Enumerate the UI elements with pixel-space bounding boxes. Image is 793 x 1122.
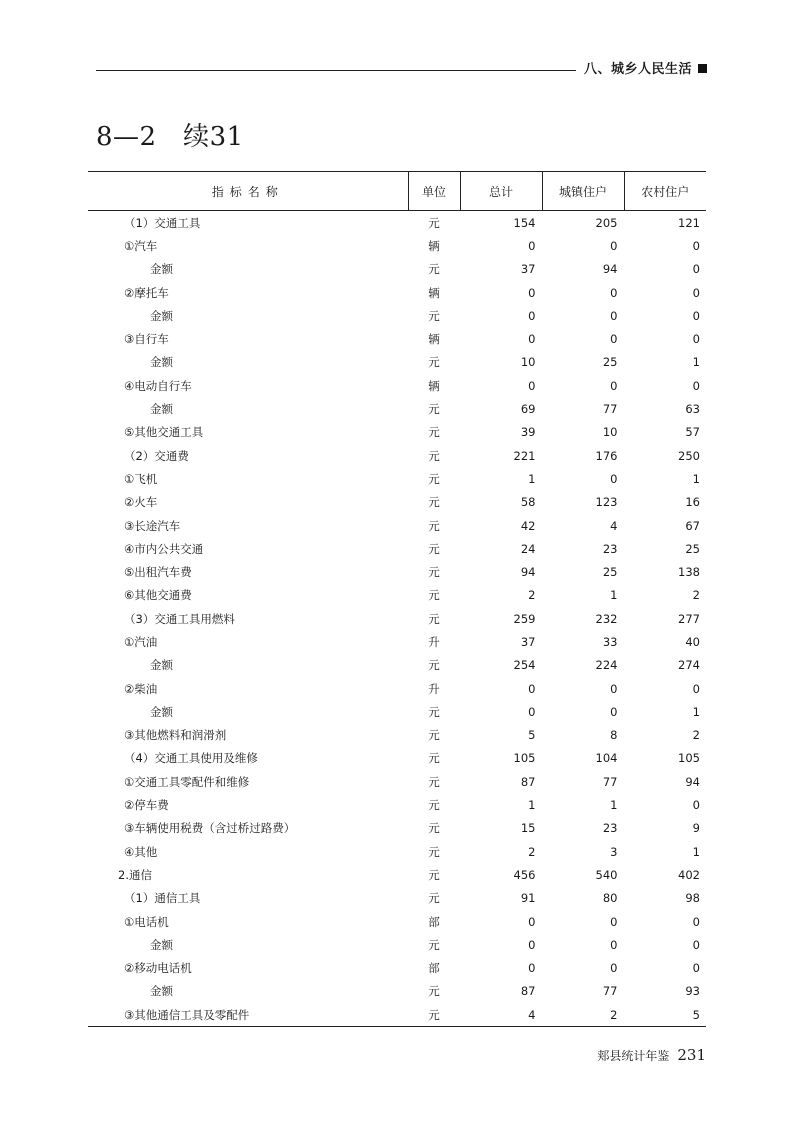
column-header-unit: 单位 (408, 172, 460, 211)
row-total: 0 (528, 681, 536, 696)
row-unit: 元 (428, 588, 440, 603)
row-urban: 8 (610, 728, 618, 743)
row-rural: 98 (685, 891, 700, 906)
row-urban: 77 (602, 774, 618, 789)
table-row (88, 258, 706, 281)
row-urban: 176 (595, 448, 618, 463)
row-rural: 0 (692, 798, 700, 813)
row-indicator-name (88, 374, 408, 397)
page-footer (597, 1046, 706, 1064)
row-total: 87 (520, 984, 536, 999)
row-rural: 16 (685, 495, 700, 510)
row-unit: 部 (428, 961, 440, 976)
table-row (88, 397, 706, 420)
square-marker-icon (698, 64, 707, 73)
row-total: 0 (528, 704, 536, 719)
table-row (88, 887, 706, 910)
row-urban: 80 (602, 891, 618, 906)
row-urban: 23 (602, 541, 618, 556)
row-indicator-name (88, 607, 408, 630)
row-unit: 元 (428, 308, 440, 323)
row-rural: 0 (692, 332, 700, 347)
row-indicator-label: ①汽油 (124, 634, 158, 649)
row-indicator-label: （1）通信工具 (124, 891, 201, 906)
row-total: 37 (520, 634, 536, 649)
table-row (88, 1003, 706, 1027)
row-indicator-name (88, 258, 408, 281)
column-header-total: 总计 (460, 172, 542, 211)
row-rural: 2 (692, 728, 700, 743)
table-row (88, 421, 706, 444)
row-indicator-name (88, 724, 408, 747)
row-indicator-label: ①电话机 (124, 914, 169, 929)
row-indicator-name (88, 700, 408, 723)
row-unit: 元 (428, 658, 440, 673)
row-total: 0 (528, 332, 536, 347)
row-urban: 0 (610, 238, 618, 253)
row-indicator-name (88, 840, 408, 863)
column-header-urban: 城镇住户 (542, 172, 624, 211)
row-indicator-label: ③自行车 (124, 332, 169, 347)
row-total: 105 (513, 751, 536, 766)
row-indicator-name (88, 817, 408, 840)
row-urban: 25 (602, 565, 618, 580)
row-indicator-name (88, 211, 408, 235)
row-indicator-label: 金额 (150, 984, 173, 999)
row-indicator-name (88, 491, 408, 514)
row-total: 254 (513, 658, 536, 673)
row-unit: 元 (428, 821, 440, 836)
row-unit: 部 (428, 914, 440, 929)
row-total: 0 (528, 378, 536, 393)
row-indicator-name (88, 327, 408, 350)
row-indicator-label: （4）交通工具使用及维修 (124, 751, 258, 766)
row-indicator-label: ②柴油 (124, 681, 158, 696)
row-rural: 1 (692, 704, 700, 719)
row-total: 0 (528, 937, 536, 952)
row-urban: 23 (602, 821, 618, 836)
table-row (88, 630, 706, 653)
row-urban: 0 (610, 378, 618, 393)
row-urban: 0 (610, 308, 618, 323)
row-indicator-name (88, 467, 408, 490)
row-indicator-name (88, 793, 408, 816)
row-rural: 67 (685, 518, 700, 533)
row-unit: 元 (428, 891, 440, 906)
row-total: 0 (528, 961, 536, 976)
row-rural: 402 (678, 867, 700, 882)
row-rural: 0 (692, 378, 700, 393)
row-urban: 25 (602, 355, 618, 370)
row-rural: 1 (692, 471, 700, 486)
header-rule (96, 70, 576, 71)
table-row (88, 957, 706, 980)
row-urban: 0 (610, 937, 618, 952)
row-unit: 元 (428, 728, 440, 743)
row-total: 259 (513, 611, 536, 626)
row-indicator-label: 金额 (150, 402, 173, 417)
table-row (88, 374, 706, 397)
row-unit: 元 (428, 355, 440, 370)
row-indicator-name (88, 560, 408, 583)
row-unit: 元 (428, 774, 440, 789)
section-header (584, 58, 707, 77)
table-row (88, 211, 706, 235)
table-row (88, 491, 706, 514)
table-row (88, 980, 706, 1003)
row-indicator-label: ①飞机 (124, 471, 158, 486)
row-total: 58 (520, 495, 536, 510)
row-indicator-label: 金额 (150, 658, 173, 673)
row-urban: 232 (595, 611, 618, 626)
row-indicator-label: ⑥其他交通费 (124, 588, 192, 603)
row-total: 94 (520, 565, 536, 580)
row-unit: 辆 (428, 332, 440, 347)
row-indicator-name (88, 957, 408, 980)
row-urban: 1 (610, 588, 618, 603)
row-indicator-label: ①交通工具零配件和维修 (124, 774, 250, 789)
row-unit: 升 (428, 634, 440, 649)
row-indicator-name (88, 863, 408, 886)
row-unit: 升 (428, 681, 440, 696)
table-body (88, 211, 706, 1027)
row-indicator-name (88, 910, 408, 933)
row-total: 87 (520, 774, 536, 789)
row-indicator-label: （3）交通工具用燃料 (124, 611, 235, 626)
row-rural: 0 (692, 937, 700, 952)
table-row (88, 234, 706, 257)
row-total: 0 (528, 285, 536, 300)
table-row (88, 793, 706, 816)
table-row (88, 327, 706, 350)
row-indicator-name (88, 421, 408, 444)
row-indicator-label: ④市内公共交通 (124, 541, 204, 556)
row-total: 0 (528, 308, 536, 323)
table-row (88, 700, 706, 723)
row-indicator-label: （2）交通费 (124, 448, 189, 463)
row-indicator-label: ②火车 (124, 495, 158, 510)
row-rural: 0 (692, 681, 700, 696)
table-row (88, 584, 706, 607)
table-row (88, 724, 706, 747)
row-indicator-label: ②移动电话机 (124, 961, 192, 976)
row-rural: 5 (624, 1003, 706, 1027)
row-rural: 0 (692, 308, 700, 323)
row-unit: 元 (428, 471, 440, 486)
row-indicator-label: ③车辆使用税费（含过桥过路费） (124, 821, 296, 836)
row-indicator-name (88, 304, 408, 327)
row-rural: 94 (685, 774, 700, 789)
row-unit: 元 (428, 937, 440, 952)
row-rural: 9 (692, 821, 700, 836)
row-indicator-name (88, 537, 408, 560)
row-unit: 元 (428, 541, 440, 556)
row-indicator-name (88, 933, 408, 956)
row-rural: 0 (692, 238, 700, 253)
table-row (88, 863, 706, 886)
row-total: 456 (513, 867, 536, 882)
row-indicator-name (88, 677, 408, 700)
row-total: 39 (520, 425, 536, 440)
row-indicator-label: ③其他通信工具及零配件 (124, 1007, 250, 1022)
row-indicator-label: （1）交通工具 (124, 215, 201, 230)
row-urban: 33 (602, 634, 618, 649)
row-rural: 1 (692, 844, 700, 859)
row-urban: 0 (610, 285, 618, 300)
row-indicator-label: ②停车费 (124, 798, 169, 813)
row-total: 37 (520, 262, 536, 277)
row-indicator-name (88, 887, 408, 910)
row-indicator-label: 金额 (150, 704, 173, 719)
row-indicator-label: ④电动自行车 (124, 378, 192, 393)
row-unit: 元 (428, 262, 440, 277)
table-row (88, 444, 706, 467)
row-indicator-label: 2.通信 (118, 867, 152, 882)
row-unit: 元 (428, 565, 440, 580)
row-rural: 63 (685, 402, 700, 417)
table-row (88, 467, 706, 490)
row-total: 221 (513, 448, 536, 463)
row-urban: 104 (595, 751, 618, 766)
row-rural: 274 (678, 658, 700, 673)
table-row (88, 840, 706, 863)
row-unit: 元 (428, 495, 440, 510)
row-urban: 94 (602, 262, 618, 277)
row-indicator-name (88, 514, 408, 537)
row-indicator-label: ②摩托车 (124, 285, 169, 300)
row-indicator-name (88, 747, 408, 770)
row-urban: 0 (610, 704, 618, 719)
row-total: 2 (528, 588, 536, 603)
row-urban: 540 (595, 867, 618, 882)
row-urban: 0 (610, 332, 618, 347)
row-indicator-name (88, 584, 408, 607)
row-rural: 0 (692, 914, 700, 929)
table-row (88, 607, 706, 630)
row-total: 0 (528, 914, 536, 929)
book-title: 郏县统计年鉴 (597, 1049, 670, 1063)
row-rural: 2 (692, 588, 700, 603)
row-indicator-name (88, 351, 408, 374)
row-indicator-label: 金额 (150, 308, 173, 323)
row-rural: 40 (685, 634, 700, 649)
row-urban: 123 (595, 495, 618, 510)
table-row (88, 560, 706, 583)
row-rural: 277 (678, 611, 700, 626)
row-urban: 10 (602, 425, 618, 440)
row-unit: 元 (428, 984, 440, 999)
row-total: 15 (520, 821, 536, 836)
row-total: 69 (520, 402, 536, 417)
table-row (88, 910, 706, 933)
row-indicator-name (88, 444, 408, 467)
table-row (88, 817, 706, 840)
table-title: 8—2 续31 (96, 122, 244, 152)
row-urban: 205 (595, 215, 618, 230)
row-total: 0 (528, 238, 536, 253)
row-rural: 121 (678, 215, 700, 230)
row-urban: 77 (602, 984, 618, 999)
row-indicator-name (88, 654, 408, 677)
table-row (88, 281, 706, 304)
section-title: 八、城乡人民生活 (584, 62, 693, 77)
row-indicator-label: 金额 (150, 355, 173, 370)
row-indicator-name (88, 397, 408, 420)
row-rural: 1 (692, 355, 700, 370)
table-row (88, 351, 706, 374)
row-unit: 元 (428, 844, 440, 859)
row-rural: 138 (678, 565, 700, 580)
table-header-row (88, 172, 706, 211)
row-urban: 0 (610, 471, 618, 486)
table-row (88, 304, 706, 327)
row-urban: 2 (542, 1003, 624, 1027)
row-indicator-name (88, 234, 408, 257)
page-number: 231 (677, 1046, 706, 1064)
row-unit: 元 (428, 611, 440, 626)
row-indicator-name (88, 630, 408, 653)
table-row (88, 654, 706, 677)
row-rural: 0 (692, 961, 700, 976)
row-unit: 元 (428, 704, 440, 719)
row-indicator-name (88, 281, 408, 304)
table-row (88, 747, 706, 770)
row-unit: 元 (428, 518, 440, 533)
row-unit: 元 (428, 867, 440, 882)
row-unit: 辆 (428, 285, 440, 300)
table-row (88, 770, 706, 793)
row-indicator-name (88, 770, 408, 793)
row-urban: 0 (610, 914, 618, 929)
row-rural: 25 (685, 541, 700, 556)
row-total: 91 (520, 891, 536, 906)
row-urban: 1 (610, 798, 618, 813)
row-unit: 元 (428, 425, 440, 440)
table-row (88, 514, 706, 537)
row-urban: 4 (610, 518, 618, 533)
row-urban: 3 (610, 844, 618, 859)
row-indicator-label: 金额 (150, 937, 173, 952)
row-unit: 元 (428, 751, 440, 766)
row-indicator-label: ③长途汽车 (124, 518, 181, 533)
table-row (88, 677, 706, 700)
row-total: 5 (528, 728, 536, 743)
column-header-rural: 农村住户 (624, 172, 706, 211)
row-indicator-label: ①汽车 (124, 238, 158, 253)
row-total: 10 (520, 355, 536, 370)
row-urban: 77 (602, 402, 618, 417)
row-indicator-name (88, 1003, 408, 1027)
row-rural: 105 (678, 751, 700, 766)
row-total: 42 (520, 518, 536, 533)
row-indicator-label: ④其他 (124, 844, 158, 859)
row-unit: 元 (408, 1003, 460, 1027)
row-indicator-label: 金额 (150, 262, 173, 277)
row-indicator-label: ⑤其他交通工具 (124, 425, 204, 440)
row-total: 24 (520, 541, 536, 556)
row-rural: 250 (678, 448, 700, 463)
row-rural: 0 (692, 262, 700, 277)
row-unit: 辆 (428, 238, 440, 253)
row-total: 154 (513, 215, 536, 230)
row-total: 1 (528, 798, 536, 813)
row-rural: 0 (692, 285, 700, 300)
column-header-indicator: 指标名称 (88, 172, 408, 211)
row-indicator-label: ⑤出租汽车费 (124, 565, 192, 580)
row-indicator-label: ③其他燃料和润滑剂 (124, 728, 227, 743)
table-row (88, 537, 706, 560)
row-urban: 0 (610, 681, 618, 696)
row-unit: 元 (428, 402, 440, 417)
row-unit: 元 (428, 215, 440, 230)
row-unit: 元 (428, 448, 440, 463)
table-row (88, 933, 706, 956)
statistics-table (88, 171, 706, 1027)
row-urban: 0 (610, 961, 618, 976)
row-unit: 辆 (428, 378, 440, 393)
row-total: 1 (528, 471, 536, 486)
row-urban: 224 (595, 658, 618, 673)
row-unit: 元 (428, 798, 440, 813)
row-indicator-name (88, 980, 408, 1003)
row-total: 4 (460, 1003, 542, 1027)
row-total: 2 (528, 844, 536, 859)
row-rural: 93 (685, 984, 700, 999)
row-rural: 57 (685, 425, 700, 440)
